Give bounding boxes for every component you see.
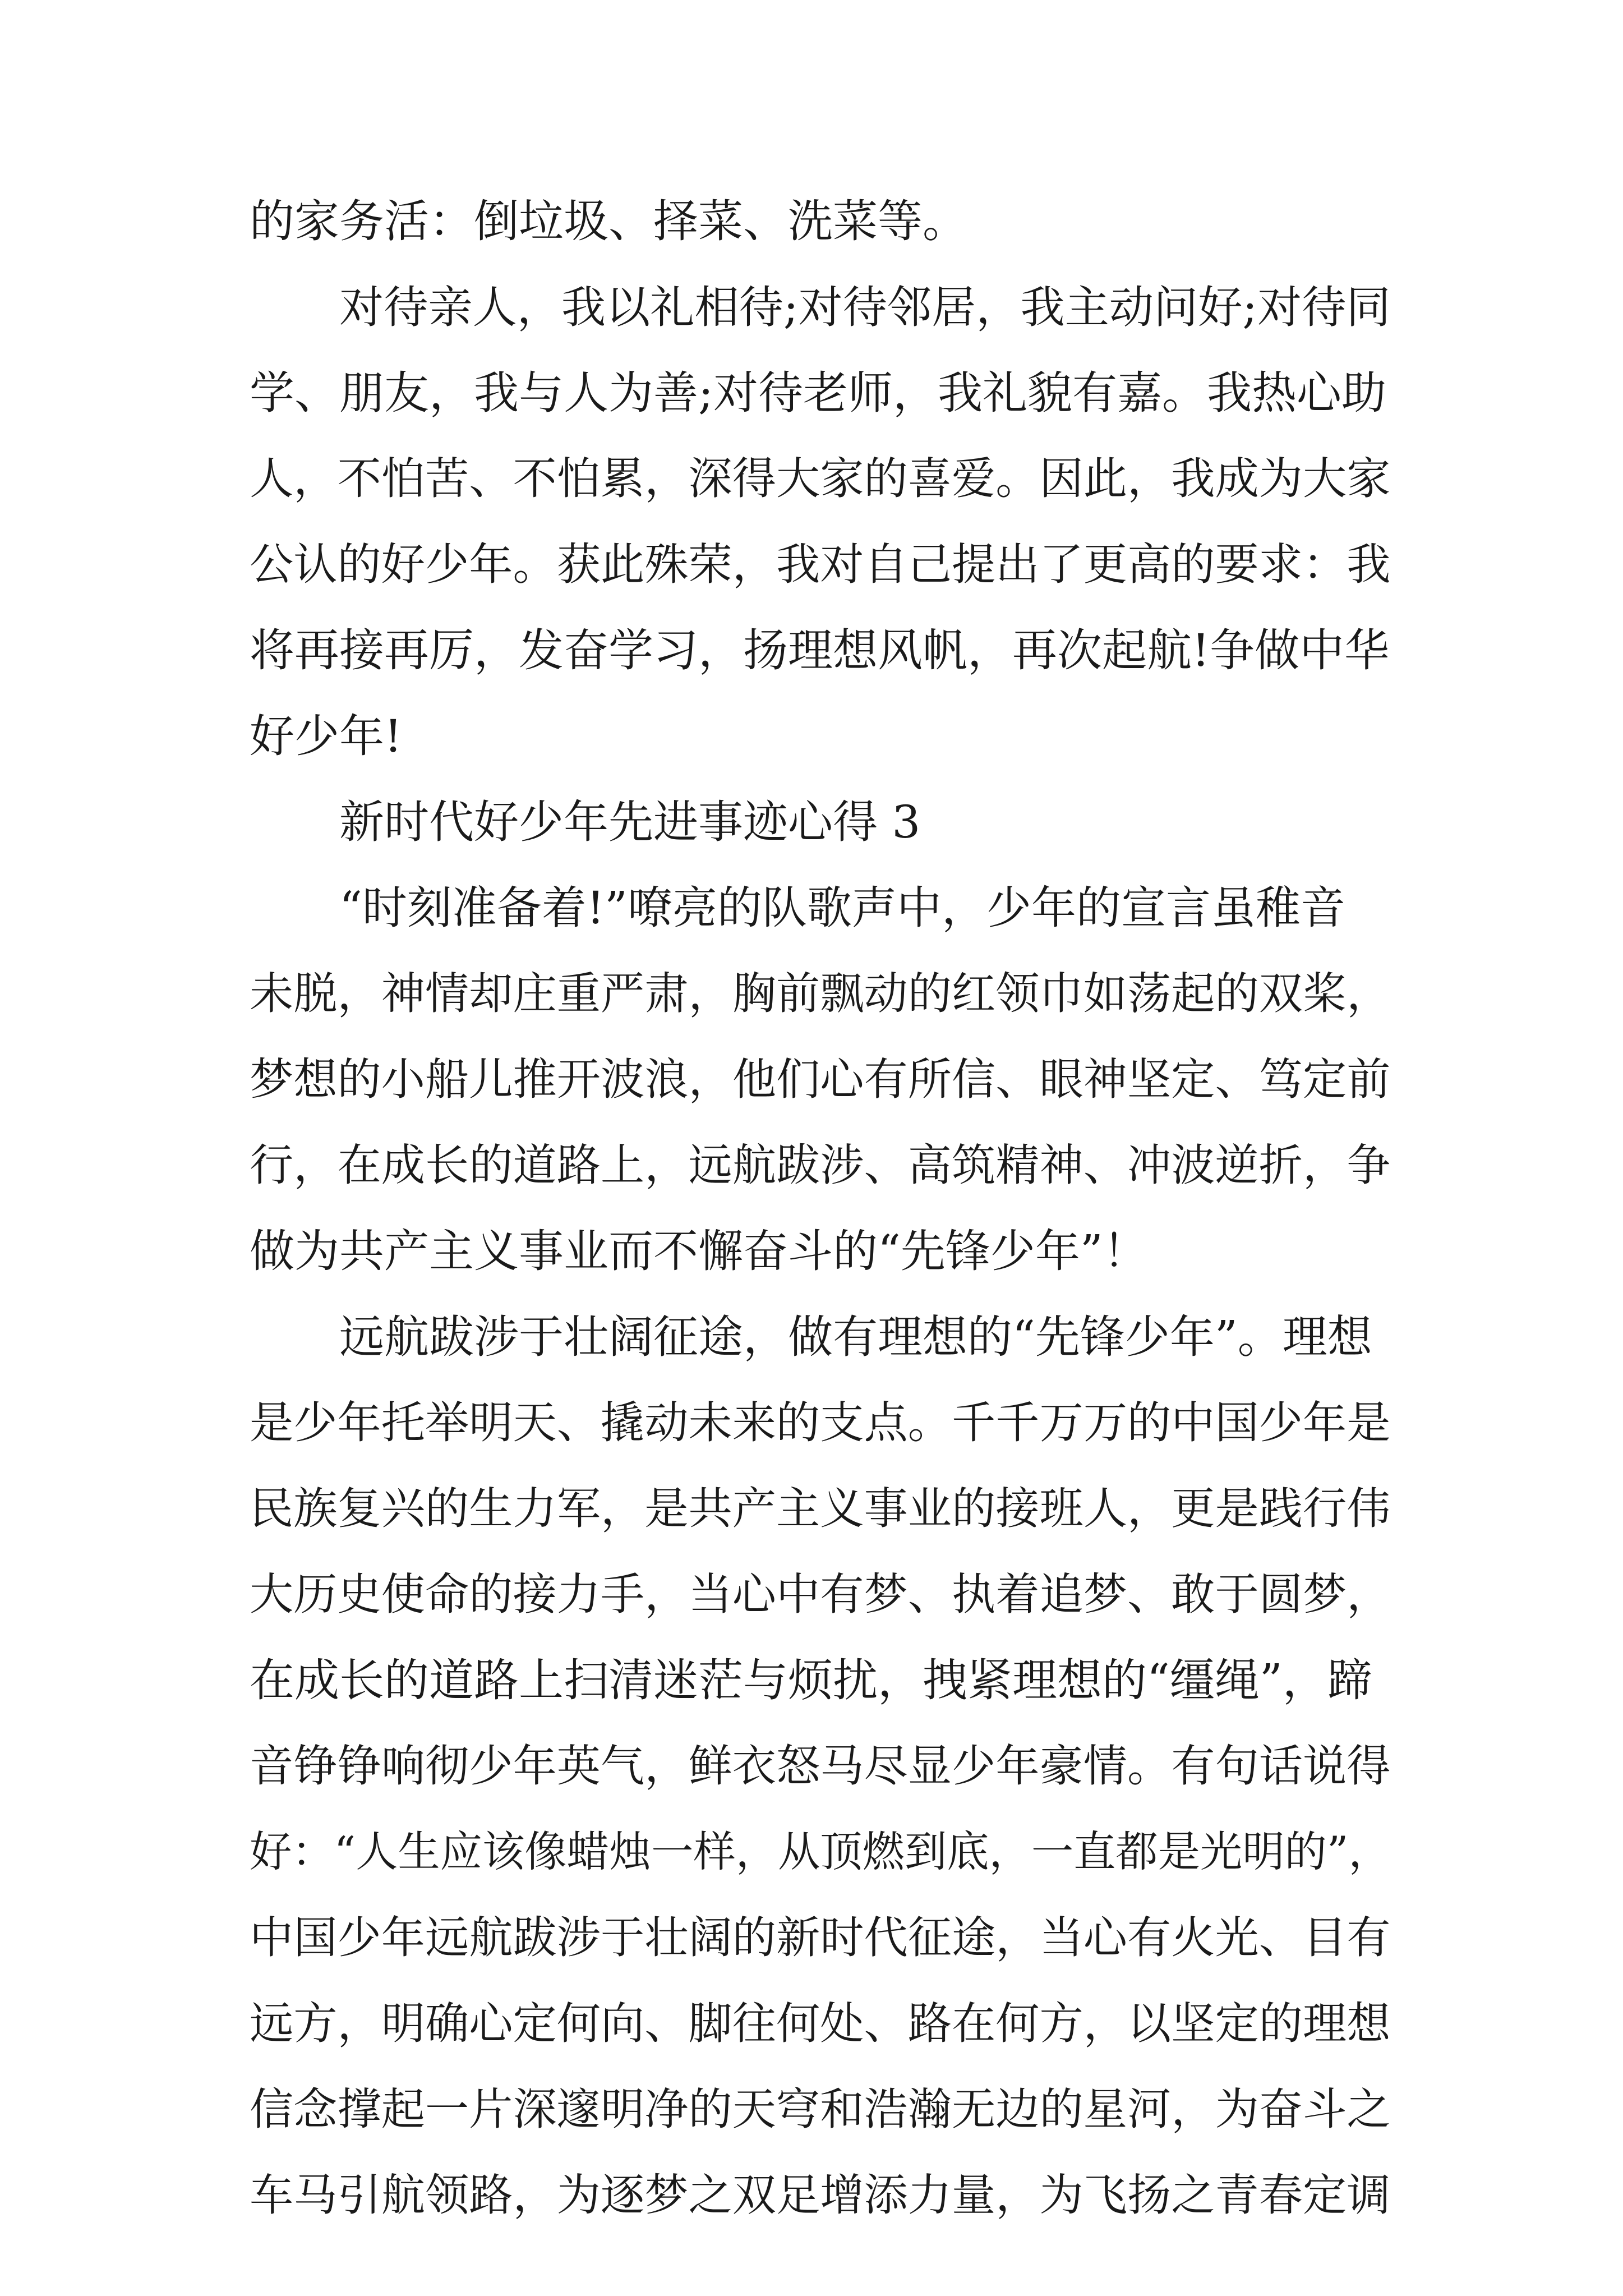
text-line: 行，在成长的道路上，远航跋涉、高筑精神、冲波逆折，争 <box>250 1140 1391 1191</box>
text-line: 是少年托举明天、撬动未来的支点。千千万万的中国少年是 <box>250 1397 1391 1448</box>
text-line: 好少年! <box>250 710 403 762</box>
text-line: 在成长的道路上扫清迷茫与烦扰，拽紧理想的“缰绳”，蹄 <box>250 1654 1372 1706</box>
body-text <box>250 178 1391 2238</box>
text-line: 民族复兴的生力军，是共产主义事业的接班人，更是践行伟 <box>250 1483 1391 1534</box>
text-line: 信念撑起一片深邃明净的天穹和浩瀚无边的星河，为奋斗之 <box>250 2084 1391 2135</box>
text-line: 的家务活：倒垃圾、择菜、洗菜等。 <box>250 195 967 247</box>
text-line: 远方，明确心定何向、脚往何处、路在何方，以坚定的理想 <box>250 1998 1391 2049</box>
text-line: 远航跋涉于壮阔征途，做有理想的“先锋少年”。理想 <box>339 1311 1372 1363</box>
text-line: 未脱，神情却庄重严肃，胸前飘动的红领巾如荡起的双桨， <box>250 968 1391 1019</box>
text-line: 将再接再厉，发奋学习，扬理想风帆，再次起航!争做中华 <box>250 624 1390 677</box>
text-line: 音铮铮响彻少年英气，鲜衣怒马尽显少年豪情。有句话说得 <box>250 1741 1391 1792</box>
text-line: 学、朋友，我与人为善;对待老师，我礼貌有嘉。我热心助 <box>250 367 1386 419</box>
text-line: 做为共产主义事业而不懈奋斗的“先锋少年”！ <box>250 1225 1148 1277</box>
text-line: 梦想的小船儿推开波浪，他们心有所信、眼神坚定、笃定前 <box>250 1054 1391 1105</box>
text-line: 好：“人生应该像蜡烛一样，从顶燃到底，一直都是光明的”， <box>250 1827 1391 1876</box>
text-line: 公认的好少年。获此殊荣，我对自己提出了更高的要求：我 <box>250 539 1391 590</box>
text-line: 大历史使命的接力手，当心中有梦、执着追梦、敢于圆梦， <box>250 1569 1391 1620</box>
text-line: 新时代好少年先进事迹心得 3 <box>339 796 921 848</box>
text-line: 中国少年远航跋涉于壮阔的新时代征途，当心有火光、目有 <box>250 1912 1391 1963</box>
text-line: “时刻准备着!”嘹亮的队歌声中，少年的宣言虽稚音 <box>339 882 1345 934</box>
text-line: 人，不怕苦、不怕累，深得大家的喜爱。因此，我成为大家 <box>250 453 1391 504</box>
text-line: 对待亲人，我以礼相待;对待邻居，我主动问好;对待同 <box>339 281 1391 333</box>
text-line: 车马引航领路，为逐梦之双足增添力量，为飞扬之青春定调 <box>250 2170 1391 2221</box>
